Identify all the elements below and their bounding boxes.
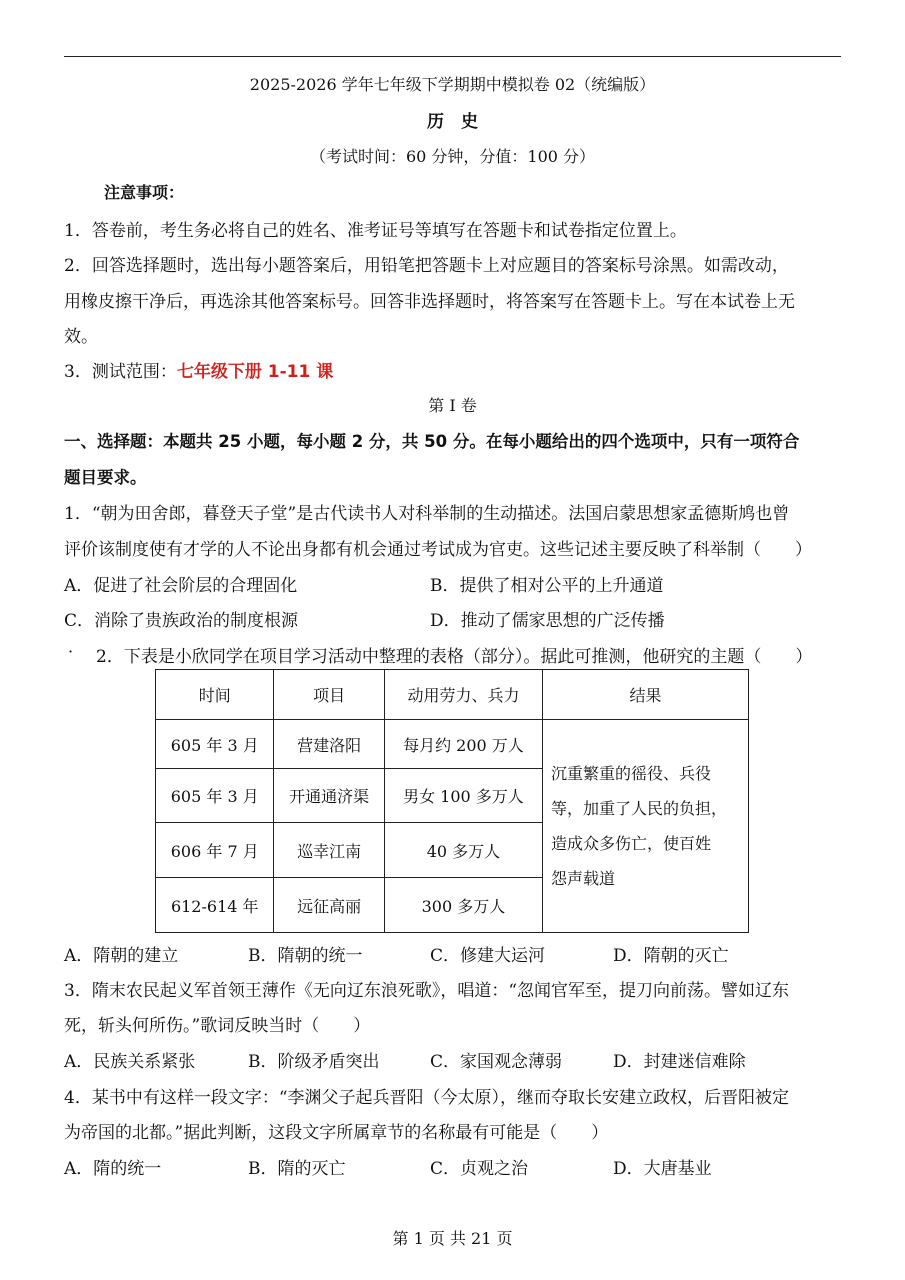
q4-option-a: A．隋的统一 [64,1159,162,1179]
table-cell: 开通通济渠 [274,769,384,823]
exam-info: （考试时间：60 分钟，分值：100 分） [309,147,596,166]
q4-option-b: B．隋的灭亡 [248,1159,346,1179]
q1-option-d: D．推动了儒家思想的广泛传播 [430,611,665,631]
q1-option-a: A．促进了社会阶层的合理固化 [64,576,298,596]
result-line: 沉重繁重的徭役、兵役 [551,764,712,783]
q1-stem-line-2: 评价该制度使有才学的人不论出身都有机会通过考试成为官吏。这些记述主要反映了科举制（ ） [64,540,812,560]
section-1-instructions-line-1: 一、选择题：本题共 25 小题，每小题 2 分，共 50 分。在每小题给出的四个选项中，只有一项符合 [64,432,800,451]
page-footer: 第 1 页 共 21 页 [392,1229,513,1248]
q4-option-c: C．贞观之治 [430,1159,529,1179]
q1-option-b: B．提供了相对公平的上升通道 [430,576,664,596]
table-result-cell [543,720,749,933]
q3-option-a: A．民族关系紧张 [64,1052,196,1072]
paper-title: 2025-2026 学年七年级下学期期中模拟卷 02（统编版） [249,75,656,94]
q4-stem-line-2: 为帝国的北都。”据此判断，这段文字所属章节的名称最有可能是（ ） [64,1123,609,1143]
table-cell: 300 多万人 [384,878,542,933]
result-line: 造成众多伤亡，使百姓 [551,834,712,853]
notice-item-3 [64,357,842,382]
subject-title: 历 史 [427,112,478,132]
q4-stem-line-1: 4．某书中有这样一段文字：“李渊父子起兵晋阳（今太原），继而夺取长安建立政权，后晋阳被定 [64,1088,790,1108]
q2-stem: 2．下表是小欣同学在项目学习活动中整理的表格（部分）。据此可推测，他研究的主题（ ） [96,647,813,667]
q3-stem-line-1: 3．隋末农民起义军首领王薄作《无向辽东浪死歌》，唱道：“忽闻官军至，提刀向前荡。譬如辽东 [64,981,790,1001]
result-line: 怨声载道 [551,869,616,888]
table-header-result: 结果 [543,670,749,720]
result-line: 等，加重了人民的负担， [551,799,728,818]
table-cell: 巡幸江南 [274,823,384,878]
q3-stem-line-2: 死，斩头何所伤。”歌词反映当时（ ） [64,1016,371,1036]
table-cell: 612-614 年 [156,878,274,933]
notice-heading: 注意事项： [104,183,185,202]
q2-option-c: C．修建大运河 [430,946,546,966]
q4-option-d: D．大唐基业 [613,1159,712,1179]
table-header-project: 项目 [274,670,384,720]
table-cell: 605 年 3 月 [156,720,274,769]
table-cell: 40 多万人 [384,823,542,878]
table-row [156,720,749,769]
notice-item-1: 1．答卷前，考生务必将自己的姓名、准考证号等填写在答题卡和试卷指定位置上。 [64,221,687,241]
scope-value: 七年级下册 1-11 课 [176,362,334,382]
q3-option-b: B．阶级矛盾突出 [248,1052,380,1072]
table-cell: 营建洛阳 [274,720,384,769]
header-rule [64,56,841,57]
q2-margin-dot: · [68,642,74,661]
table-cell: 605 年 3 月 [156,769,274,823]
notice-item-2-line-1: 2．回答选择题时，选出每小题答案后，用铅笔把答题卡上对应题目的答案标号涂黑。如需改动， [64,256,789,276]
notice-item-2-line-2: 用橡皮擦干净后，再选涂其他答案标号。回答非选择题时，将答案写在答题卡上。写在本试卷上无 [64,292,795,312]
q2-option-b: B．隋朝的统一 [248,946,363,966]
q2-option-a: A．隋朝的建立 [64,946,179,966]
q2-option-d: D．隋朝的灭亡 [613,946,729,966]
table-header-labor: 动用劳力、兵力 [384,670,542,720]
scope-label: 3．测试范围： [64,362,177,382]
q3-option-d: D．封建迷信难除 [613,1052,746,1072]
table-cell: 男女 100 多万人 [384,769,542,823]
table-cell: 远征高丽 [274,878,384,933]
q2-table [155,669,749,933]
part-label: 第 I 卷 [428,396,477,415]
table-cell: 606 年 7 月 [156,823,274,878]
q3-option-c: C．家国观念薄弱 [430,1052,563,1072]
table-header-time: 时间 [156,670,274,720]
q1-option-c: C．消除了贵族政治的制度根源 [64,611,299,631]
section-1-instructions-line-2: 题目要求。 [64,468,147,487]
table-cell: 每月约 200 万人 [384,720,542,769]
notice-item-2-line-3: 效。 [64,327,98,347]
q1-stem-line-1: 1．“朝为田舍郎，暮登天子堂”是古代读书人对科举制的生动描述。法国启蒙思想家孟德斯鸠也曾 [64,504,790,524]
